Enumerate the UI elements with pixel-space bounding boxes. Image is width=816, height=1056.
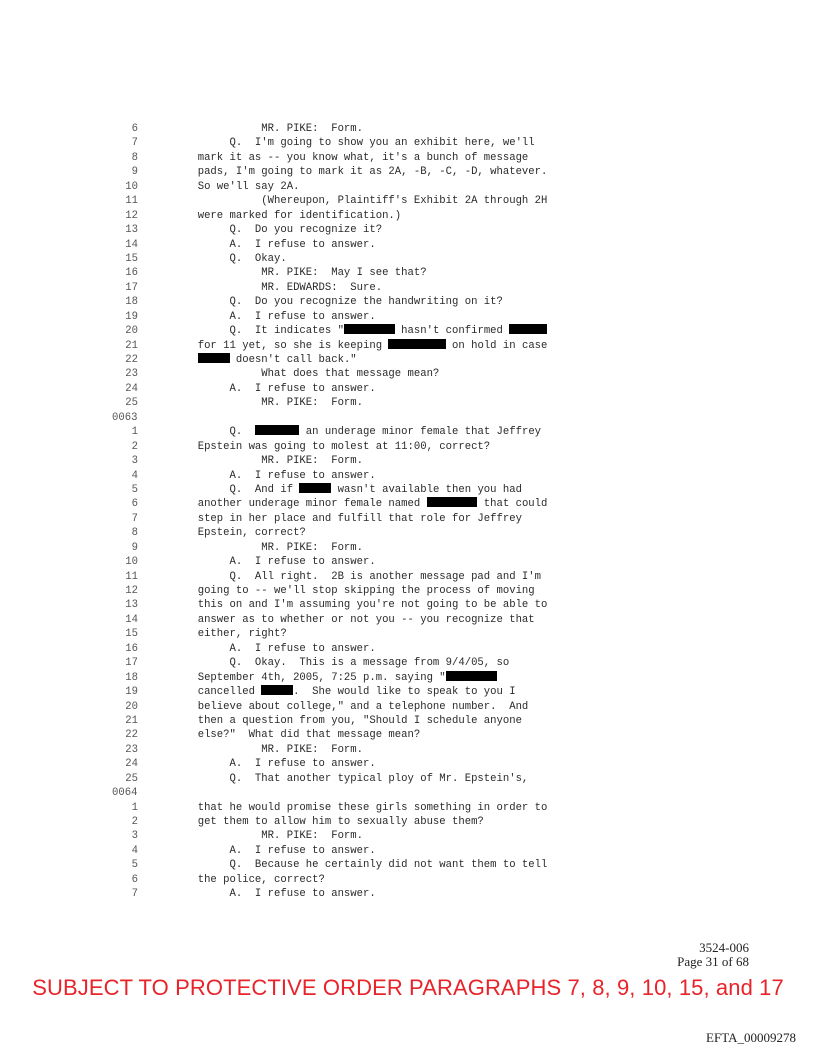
line-text xyxy=(185,858,547,872)
line-text-segment: that could xyxy=(477,498,548,511)
line-number: 15 xyxy=(125,252,138,265)
line-number: 6 xyxy=(131,498,138,511)
line-text-segment: then a question from you, "Should I schedule anyone xyxy=(185,714,522,727)
line-number: 22 xyxy=(125,354,138,366)
line-text-segment: . She would like to speak to you I xyxy=(293,686,516,699)
line-number: 4 xyxy=(131,469,138,482)
line-number: 11 xyxy=(125,195,138,208)
line-text xyxy=(185,180,299,194)
line-number: 18 xyxy=(125,296,138,309)
line-number: 14 xyxy=(125,238,138,251)
line-number: 25 xyxy=(125,397,138,410)
line-text xyxy=(185,122,363,136)
line-number: 12 xyxy=(125,209,138,222)
redaction-box xyxy=(299,483,331,493)
line-number: 9 xyxy=(131,541,138,554)
line-number: 13 xyxy=(125,599,138,612)
page-number: Page 31 of 68 xyxy=(677,954,749,969)
line-number: 1 xyxy=(131,426,138,439)
line-text-segment: going to -- we'll stop skipping the process of moving xyxy=(185,585,535,597)
line-text-segment: Q. Because he certainly did not want them to tell xyxy=(185,859,548,872)
line-text xyxy=(185,136,535,150)
redaction-box xyxy=(427,497,478,507)
line-text-segment: A. I refuse to answer. xyxy=(185,642,376,655)
redaction-box xyxy=(446,671,497,681)
protective-order-banner: SUBJECT TO PROTECTIVE ORDER PARAGRAPHS 7, 8, 9, 10, 15, and 17 xyxy=(32,975,784,1000)
page-marker: 0063 xyxy=(112,411,138,424)
line-text-segment: MR. PIKE: Form. xyxy=(185,397,364,410)
line-number: 4 xyxy=(131,844,138,857)
line-text xyxy=(185,829,363,843)
line-number: 24 xyxy=(125,758,138,771)
line-text xyxy=(185,700,528,714)
line-number: 11 xyxy=(125,570,138,583)
line-text xyxy=(185,685,516,699)
line-text xyxy=(185,295,503,309)
line-number: 21 xyxy=(125,339,138,352)
line-number: 23 xyxy=(125,743,138,756)
line-text-segment: Q. I'm going to show you an exhibit here, we'll xyxy=(185,137,535,150)
line-text-segment: Q. All right. 2B is another message pad and I'm xyxy=(185,570,542,583)
line-text-segment: Q. Do you recognize it? xyxy=(185,224,383,237)
line-number: 12 xyxy=(125,585,138,597)
line-text xyxy=(185,656,509,670)
line-number: 16 xyxy=(125,642,138,655)
line-number: 10 xyxy=(125,556,138,569)
line-text-segment: this on and I'm assuming you're not going to be able to xyxy=(185,599,548,612)
line-text xyxy=(185,743,363,757)
line-text-segment: What does that message mean? xyxy=(185,368,440,381)
line-text xyxy=(185,353,357,367)
line-text xyxy=(185,310,376,324)
line-text xyxy=(185,252,287,266)
line-text-segment: another underage minor female named xyxy=(185,498,427,511)
line-number: 20 xyxy=(125,325,138,338)
line-number: 18 xyxy=(125,671,138,684)
line-text-segment: Q. And if xyxy=(185,483,300,496)
line-number: 24 xyxy=(125,382,138,395)
line-number: 15 xyxy=(125,628,138,641)
line-text-segment: Q. xyxy=(185,426,255,439)
line-text-segment: Q. Do you recognize the handwriting on it? xyxy=(185,296,503,309)
line-text-segment: Q. That another typical ploy of Mr. Epstein's, xyxy=(185,772,529,785)
line-number: 1 xyxy=(131,801,138,814)
line-text-segment: MR. PIKE: Form. xyxy=(185,455,364,468)
line-number: 8 xyxy=(131,151,138,164)
line-text xyxy=(185,165,547,179)
line-number: 25 xyxy=(125,772,138,785)
line-number: 9 xyxy=(131,166,138,179)
line-text-segment: doesn't call back." xyxy=(229,354,357,366)
line-number: 23 xyxy=(125,368,138,381)
line-text xyxy=(185,367,439,381)
line-text-segment: get them to allow him to sexually abuse them? xyxy=(185,816,484,828)
line-number: 13 xyxy=(125,224,138,237)
line-text-segment xyxy=(185,354,198,366)
line-text xyxy=(185,440,490,454)
line-text-segment: either, right? xyxy=(185,628,287,641)
line-number: 7 xyxy=(131,512,138,525)
line-text-segment: were marked for identification.) xyxy=(185,209,402,222)
line-text-segment: wasn't available then you had xyxy=(331,483,522,496)
line-text xyxy=(185,324,547,338)
line-text xyxy=(185,714,522,728)
line-text xyxy=(185,483,522,497)
line-number: 14 xyxy=(125,613,138,626)
line-text xyxy=(185,469,376,483)
line-text-segment: an underage minor female that Jeffrey xyxy=(299,426,542,439)
bates-number: EFTA_00009278 xyxy=(706,1030,796,1045)
line-text xyxy=(185,555,376,569)
line-text-segment: Q. Okay. xyxy=(185,252,287,265)
line-text-segment: A. I refuse to answer. xyxy=(185,310,376,323)
line-text xyxy=(185,887,376,901)
line-text-segment: else?" What did that message mean? xyxy=(185,729,421,742)
line-text-segment: A. I refuse to answer. xyxy=(185,382,376,395)
line-text-segment: the police, correct? xyxy=(185,873,325,886)
redaction-box xyxy=(198,353,230,363)
line-text xyxy=(185,584,535,598)
line-number: 16 xyxy=(125,267,138,280)
line-text-segment: A. I refuse to answer. xyxy=(185,556,376,569)
line-text xyxy=(185,526,306,540)
document-number: 3524-006 xyxy=(699,940,749,955)
line-number: 3 xyxy=(131,830,138,843)
line-text xyxy=(185,815,484,829)
line-text xyxy=(185,266,427,280)
line-number: 22 xyxy=(125,729,138,742)
line-text-segment: MR. PIKE: Form. xyxy=(185,541,364,554)
line-text xyxy=(185,512,522,526)
line-text xyxy=(185,425,541,439)
line-text xyxy=(185,209,401,223)
line-text xyxy=(185,396,363,410)
line-text-segment: A. I refuse to answer. xyxy=(185,758,376,771)
redaction-box xyxy=(388,339,445,349)
line-text xyxy=(185,598,547,612)
line-text xyxy=(185,281,382,295)
line-text-segment: hasn't confirmed xyxy=(394,325,510,338)
line-text xyxy=(185,801,547,815)
line-text xyxy=(185,194,547,208)
line-text xyxy=(185,642,376,656)
redaction-box xyxy=(344,324,395,334)
line-text-segment: mark it as -- you know what, it's a bunch of message xyxy=(185,151,529,164)
line-text-segment: A. I refuse to answer. xyxy=(185,238,376,251)
line-number: 2 xyxy=(131,816,138,828)
page-marker: 0064 xyxy=(112,787,138,800)
redaction-box xyxy=(509,324,547,334)
line-text xyxy=(185,339,547,353)
line-number: 2 xyxy=(131,440,138,453)
line-text-segment: MR. PIKE: Form. xyxy=(185,830,364,843)
line-text-segment: September 4th, 2005, 7:25 p.m. saying " xyxy=(185,671,446,684)
line-text xyxy=(185,627,287,641)
line-text-segment: Q. Okay. This is a message from 9/4/05, so xyxy=(185,657,510,670)
line-number: 5 xyxy=(131,483,138,496)
line-text-segment: (Whereupon, Plaintiff's Exhibit 2A through 2H xyxy=(185,195,548,208)
line-text-segment: MR. PIKE: Form. xyxy=(185,123,364,135)
line-text-segment: answer as to whether or not you -- you recognize that xyxy=(185,613,535,626)
line-number: 8 xyxy=(131,527,138,540)
document-id-block xyxy=(677,941,749,969)
line-number: 7 xyxy=(131,888,138,901)
line-text xyxy=(185,238,376,252)
line-number: 5 xyxy=(131,859,138,872)
line-number: 6 xyxy=(131,873,138,886)
line-number: 19 xyxy=(125,686,138,699)
line-text xyxy=(185,772,528,786)
line-number: 21 xyxy=(125,714,138,727)
line-text-segment: MR. PIKE: Form. xyxy=(185,743,364,756)
line-text-segment: that he would promise these girls something in order to xyxy=(185,801,548,814)
line-text xyxy=(185,497,547,511)
line-number: 6 xyxy=(131,123,138,135)
line-text xyxy=(185,728,420,742)
line-text-segment: A. I refuse to answer. xyxy=(185,844,376,857)
line-text xyxy=(185,613,535,627)
line-number: 10 xyxy=(125,180,138,193)
line-text xyxy=(185,541,363,555)
line-text-segment: Epstein was going to molest at 11:00, correct? xyxy=(185,440,491,453)
line-text xyxy=(185,671,497,685)
line-number: 3 xyxy=(131,455,138,468)
line-number: 19 xyxy=(125,310,138,323)
line-text-segment: So we'll say 2A. xyxy=(185,180,300,193)
line-text-segment: cancelled xyxy=(185,686,262,699)
line-text-segment: Epstein, correct? xyxy=(185,527,306,540)
line-text-segment: believe about college," and a telephone number. And xyxy=(185,700,529,713)
line-number: 7 xyxy=(131,137,138,150)
line-text-segment: MR. PIKE: May I see that? xyxy=(185,267,427,280)
line-text-segment: MR. EDWARDS: Sure. xyxy=(185,281,383,294)
line-text-segment: step in her place and fulfill that role for Jeffrey xyxy=(185,512,522,525)
line-text xyxy=(185,151,528,165)
line-number: 17 xyxy=(125,281,138,294)
redaction-box xyxy=(261,685,293,695)
line-text-segment: Q. It indicates " xyxy=(185,325,344,338)
line-text-segment: on hold in case xyxy=(445,339,548,352)
line-text-segment: A. I refuse to answer. xyxy=(185,469,376,482)
line-text xyxy=(185,454,363,468)
line-text xyxy=(185,873,325,887)
line-text-segment: A. I refuse to answer. xyxy=(185,888,376,901)
line-text xyxy=(185,223,382,237)
line-number: 20 xyxy=(125,700,138,713)
line-number: 17 xyxy=(125,657,138,670)
line-text xyxy=(185,757,376,771)
line-text-segment: for 11 yet, so she is keeping xyxy=(185,339,389,352)
line-text xyxy=(185,570,541,584)
line-text xyxy=(185,382,376,396)
line-text-segment: pads, I'm going to mark it as 2A, -B, -C, -D, whatever. xyxy=(185,166,548,179)
line-text xyxy=(185,844,376,858)
redaction-box xyxy=(255,425,300,435)
